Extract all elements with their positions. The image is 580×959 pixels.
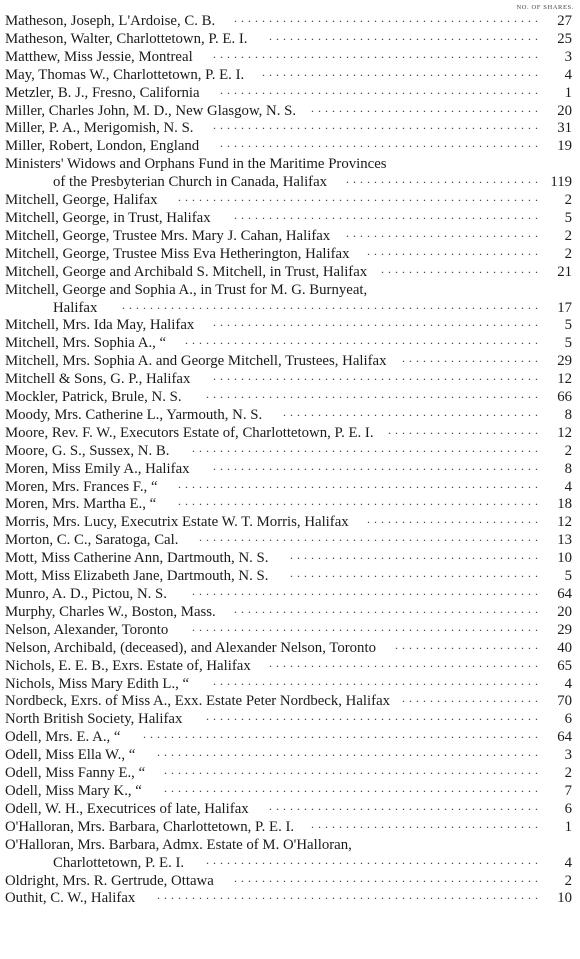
shareholder-name: Munro, A. D., Pictou, N. S.: [5, 586, 167, 602]
share-count: 5: [564, 317, 572, 334]
share-count: 20: [557, 603, 572, 620]
leader-dots: .......................: [381, 261, 542, 276]
share-count: 17: [557, 299, 572, 316]
leader-dots: ......................................................: [164, 780, 542, 795]
share-count: 4: [564, 854, 572, 871]
leader-dots: .................................................: [199, 530, 542, 545]
shareholder-name: Mitchell, Mrs. Sophia A., “: [5, 335, 167, 352]
shareholder-name: Mitchell & Sons, G. P., Halifax: [5, 371, 191, 388]
leader-dots: ....................................................: [178, 476, 542, 491]
shareholder-name: May, Thomas W., Charlottetown, P. E. I.: [5, 66, 245, 83]
shareholder-name: Odell, Miss Fanny E., “: [5, 765, 146, 782]
shareholder-name: of the Presbyterian Church in Canada, Halifax: [53, 174, 328, 191]
shareholder-name: Mitchell, George, Trustee Miss Eva Hetherington, Halifax: [5, 245, 350, 262]
leader-dots: ............................................: [234, 207, 542, 222]
shareholder-name: Moren, Mrs. Martha E., “: [5, 496, 157, 513]
share-count: 2: [564, 227, 572, 244]
share-count: 2: [564, 872, 572, 889]
share-count: 19: [557, 138, 572, 155]
share-count: 10: [557, 550, 572, 567]
shareholder-name: Outhit, C. W., Halifax: [5, 890, 136, 907]
share-count: 2: [564, 245, 572, 262]
leader-dots: .....................................: [283, 404, 542, 419]
leader-dots: ................................................: [206, 709, 542, 724]
share-count: 1: [564, 84, 572, 101]
share-count: 4: [564, 66, 572, 83]
leader-dots: .........................: [367, 512, 542, 527]
leader-dots: ............................................: [234, 601, 542, 616]
leader-dots: ............................: [346, 172, 542, 187]
shareholder-name: Mitchell, Mrs. Sophia A. and George Mitchell, Trustees, Halifax: [5, 353, 387, 370]
share-count: 5: [564, 335, 572, 352]
ledger-row: [5, 816, 572, 837]
shareholder-name: Moody, Mrs. Catherine L., Yarmouth, N. S.: [5, 406, 263, 423]
leader-dots: ............................: [346, 225, 542, 240]
share-count: 10: [557, 890, 572, 907]
leader-dots: ..................................................: [192, 440, 542, 455]
leader-dots: ......................: [388, 422, 542, 437]
shareholder-name: Oldright, Mrs. R. Gertrude, Ottawa: [5, 872, 214, 889]
shareholder-name: Odell, Mrs. E. A., “: [5, 729, 121, 746]
leader-dots: ...............................................: [213, 458, 542, 473]
share-count: 119: [550, 174, 572, 191]
leader-dots: ..................................................: [192, 619, 542, 634]
shareholder-name: Mitchell, Mrs. Ida May, Halifax: [5, 317, 195, 334]
shareholder-name: Mitchell, George, Trustee Mrs. Mary J. Cahan, Halifax: [5, 227, 331, 244]
shareholder-name: Odell, Miss Mary K., “: [5, 782, 142, 799]
leader-dots: ....................................: [290, 566, 542, 581]
share-count: 27: [557, 13, 572, 29]
leader-dots: ............................................: [234, 870, 542, 885]
shareholder-name: Moore, G. S., Sussex, N. B.: [5, 442, 170, 459]
share-count: 29: [557, 353, 572, 370]
share-count: 64: [557, 729, 572, 746]
shareholder-name: Moore, Rev. F. W., Executors Estate of, Charlottetown, P. E. I.: [5, 424, 374, 441]
leader-dots: .......................................: [269, 28, 542, 43]
leader-dots: ...............................................: [213, 315, 542, 330]
shareholder-name: Mott, Miss Catherine Ann, Dartmouth, N. S.: [5, 550, 269, 567]
share-count: 3: [564, 747, 572, 764]
share-count: 5: [564, 209, 572, 226]
share-count: 18: [557, 496, 572, 513]
shareholder-name: Odell, W. H., Executrices of late, Halifax: [5, 800, 249, 817]
leader-dots: ........................................: [262, 64, 542, 79]
shareholder-name: Matheson, Joseph, L'Ardoise, C. B.: [5, 13, 216, 29]
shareholder-name: Miller, Charles John, M. D., New Glasgow, N. S.: [5, 102, 297, 119]
shareholder-name: Murphy, Charles W., Boston, Mass.: [5, 603, 216, 620]
leader-dots: .......................................................: [157, 888, 542, 903]
share-count: 6: [564, 711, 572, 728]
shareholder-name: Charlottetown, P. E. I.: [53, 854, 185, 871]
share-count: 31: [557, 120, 572, 137]
shareholder-name: O'Halloran, Mrs. Barbara, Charlottetown, P. E. I.: [5, 818, 295, 835]
leader-dots: .........................: [367, 243, 542, 258]
ledger-row: [5, 261, 572, 282]
shareholder-name: Morris, Mrs. Lucy, Executrix Estate W. T. Morris, Halifax: [5, 514, 349, 531]
leader-dots: ...............................................: [213, 673, 542, 688]
share-count: 25: [557, 30, 572, 47]
shareholder-name: Metzler, B. J., Fresno, California: [5, 84, 200, 101]
share-count: 4: [564, 675, 572, 692]
share-count: 8: [564, 460, 572, 477]
shareholder-name: Mitchell, George, in Trust, Halifax: [5, 209, 211, 226]
leader-dots: ...............................................: [213, 46, 542, 61]
leader-dots: .........................................................: [143, 727, 542, 742]
leader-dots: ...................................................: [185, 333, 542, 348]
shareholder-name: Matheson, Walter, Charlottetown, P. E. I.: [5, 30, 248, 47]
shareholder-name: Miller, Robert, London, England: [5, 138, 200, 155]
leader-dots: ...............................................: [213, 369, 542, 384]
leader-dots: ................................................: [206, 387, 542, 402]
shareholder-name: Moren, Mrs. Frances F., “: [5, 478, 158, 495]
shareholder-list: [5, 13, 572, 908]
share-count: 13: [557, 532, 572, 549]
shareholder-name: Morton, C. C., Saratoga, Cal.: [5, 532, 179, 549]
shareholder-name: Odell, Miss Ella W., “: [5, 747, 136, 764]
shareholder-name: Mitchell, George, Halifax: [5, 192, 158, 209]
ledger-row: [5, 138, 572, 156]
leader-dots: ................................................: [206, 852, 542, 867]
share-count: 4: [564, 478, 572, 495]
shareholder-name: Nordbeck, Exrs. of Miss A., Exx. Estate Peter Nordbeck, Halifax: [5, 693, 391, 710]
shareholder-name: Nichols, E. E. B., Exrs. Estate of, Halifax: [5, 657, 251, 674]
share-count: 7: [564, 782, 572, 799]
shareholder-name: O'Halloran, Mrs. Barbara, Admx. Estate of M. O'Halloran,: [5, 836, 352, 853]
shareholder-name: Ministers' Widows and Orphans Fund in the Maritime Provinces: [5, 156, 387, 173]
leader-dots: .......................................................: [157, 745, 542, 760]
shares-column-header: NO. OF SHARES.: [516, 4, 574, 11]
share-count: 5: [564, 568, 572, 585]
leader-dots: ..................................................: [192, 584, 542, 598]
share-count: 12: [557, 371, 572, 388]
share-count: 66: [557, 389, 572, 406]
leader-dots: ....................................: [290, 548, 542, 563]
shareholder-name: North British Society, Halifax: [5, 711, 183, 728]
share-count: 2: [564, 192, 572, 209]
leader-dots: .................................: [311, 816, 542, 831]
leader-dots: ....................................................: [178, 494, 542, 509]
leader-dots: ......................................................: [164, 763, 542, 778]
share-count: 12: [557, 514, 572, 531]
shareholder-name: Nelson, Archibald, (deceased), and Alexander Nelson, Toronto: [5, 639, 376, 656]
leader-dots: ............................................: [234, 11, 542, 25]
share-count: 20: [557, 102, 572, 119]
shareholder-name: Nelson, Alexander, Toronto: [5, 621, 169, 638]
share-count: 29: [557, 621, 572, 638]
leader-dots: ..............................................: [220, 82, 542, 97]
shareholder-name: Matthew, Miss Jessie, Montreal: [5, 48, 193, 65]
ledger-row: [5, 890, 572, 908]
share-count: 65: [557, 657, 572, 674]
share-count: 8: [564, 406, 572, 423]
share-count: 21: [557, 263, 572, 280]
share-count: 2: [564, 765, 572, 782]
shareholder-name: Moren, Miss Emily A., Halifax: [5, 460, 190, 477]
leader-dots: .....................: [395, 637, 542, 652]
leader-dots: ..............................................: [220, 136, 542, 151]
share-count: 6: [564, 800, 572, 817]
leader-dots: ............................................................: [122, 297, 542, 312]
share-count: 3: [564, 48, 572, 65]
leader-dots: ...............................................: [213, 118, 542, 133]
share-count: 2: [564, 442, 572, 459]
leader-dots: .................................: [311, 100, 542, 115]
shareholder-name: Halifax: [53, 299, 98, 316]
shareholder-name: Mott, Miss Elizabeth Jane, Dartmouth, N. S.: [5, 568, 269, 585]
shareholder-name: Mitchell, George and Archibald S. Mitchell, in Trust, Halifax: [5, 263, 368, 280]
share-count: 40: [557, 639, 572, 656]
leader-dots: ....................: [402, 351, 542, 366]
share-count: 70: [557, 693, 572, 710]
shareholder-name: Mockler, Patrick, Brule, N. S.: [5, 389, 182, 406]
leader-dots: ....................: [402, 691, 542, 706]
leader-dots: ....................................................: [178, 190, 542, 205]
shareholder-name: Nichols, Miss Mary Edith L., “: [5, 675, 190, 692]
share-count: 12: [557, 424, 572, 441]
shareholder-name: Miller, P. A., Merigomish, N. S.: [5, 120, 194, 137]
share-count: 1: [564, 818, 572, 835]
shareholder-name: Mitchell, George and Sophia A., in Trust for M. G. Burnyeat,: [5, 281, 368, 298]
leader-dots: .......................................: [269, 655, 542, 670]
leader-dots: .......................................: [269, 798, 542, 813]
share-count: 64: [557, 586, 572, 602]
